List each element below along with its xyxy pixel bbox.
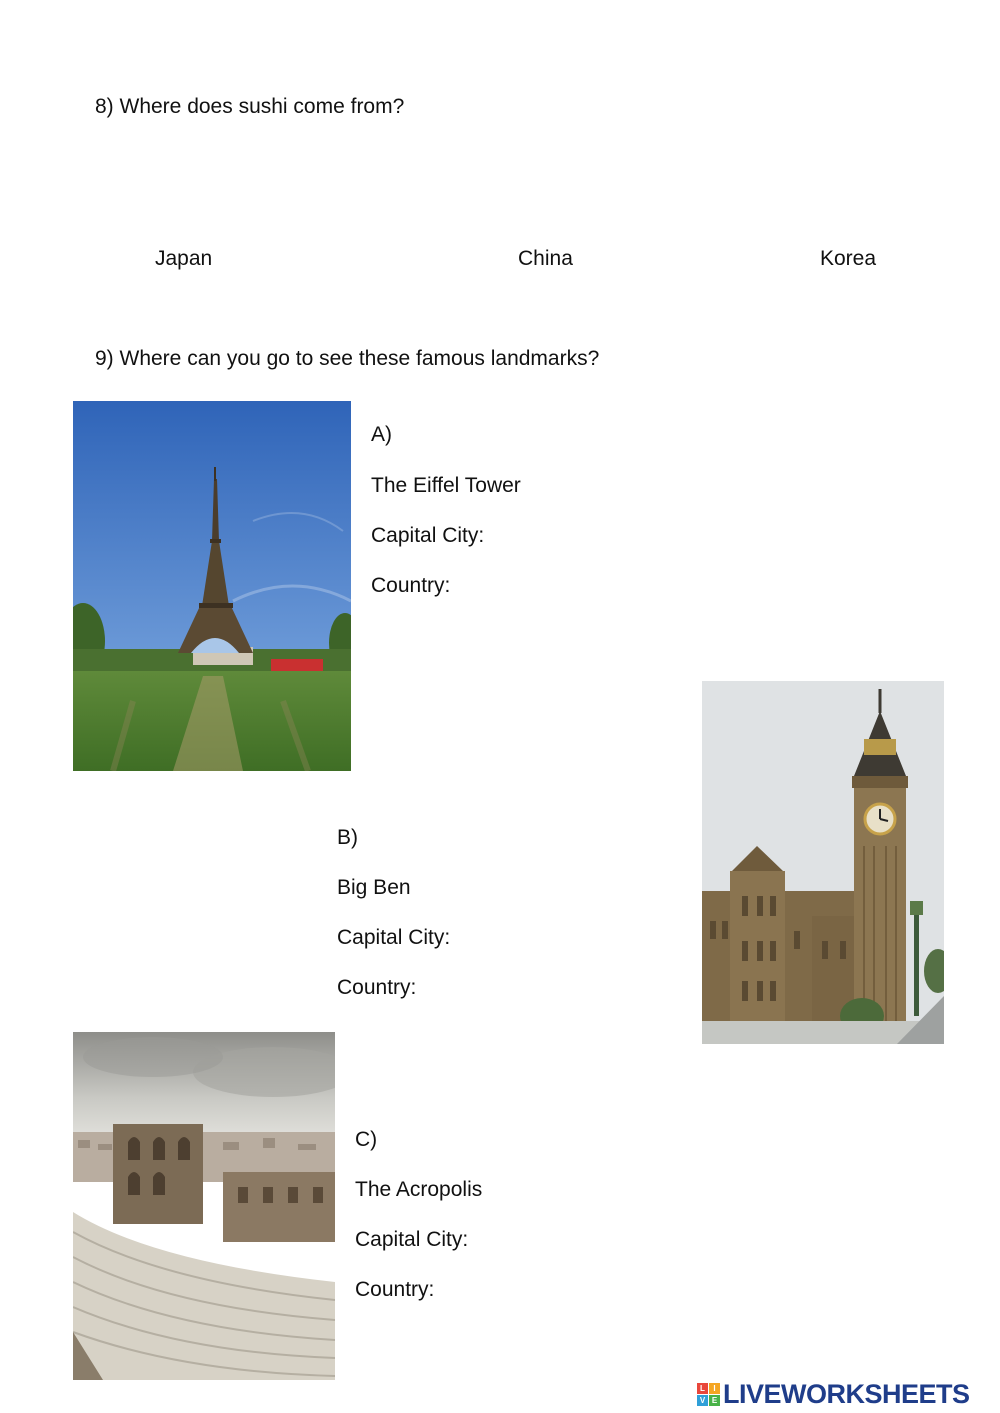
item-a-name: The Eiffel Tower — [371, 474, 521, 497]
liveworksheets-brand-text: LIVEWORKSHEETS — [723, 1379, 970, 1409]
item-c-country-label: Country: — [355, 1278, 435, 1301]
question-9-prompt: 9) Where can you go to see these famous landmarks? — [95, 347, 600, 370]
option-china[interactable]: China — [518, 247, 573, 270]
item-b-capital-label: Capital City: — [337, 926, 451, 949]
eiffel-tower-photo — [73, 401, 351, 771]
item-a-capital-label: Capital City: — [371, 524, 485, 547]
item-a-letter: A) — [371, 423, 392, 446]
item-a-country-label: Country: — [371, 574, 451, 597]
liveworksheets-logo — [697, 1378, 970, 1410]
acropolis-photo — [73, 1032, 335, 1380]
question-8-prompt: 8) Where does sushi come from? — [95, 95, 405, 118]
logo-letter-e: E — [709, 1395, 720, 1406]
item-b-name: Big Ben — [337, 876, 411, 899]
logo-letter-v: V — [697, 1395, 708, 1406]
item-c-letter: C) — [355, 1128, 378, 1151]
logo-letter-l: L — [697, 1383, 708, 1394]
item-b-country-label: Country: — [337, 976, 417, 999]
liveworksheets-logo-icon — [697, 1383, 720, 1406]
option-korea[interactable]: Korea — [820, 247, 877, 270]
item-c-name: The Acropolis — [355, 1178, 483, 1201]
logo-letter-i: I — [709, 1383, 720, 1394]
item-b-letter: B) — [337, 826, 358, 849]
item-c-capital-label: Capital City: — [355, 1228, 469, 1251]
option-japan[interactable]: Japan — [155, 247, 213, 270]
big-ben-photo — [702, 681, 944, 1044]
